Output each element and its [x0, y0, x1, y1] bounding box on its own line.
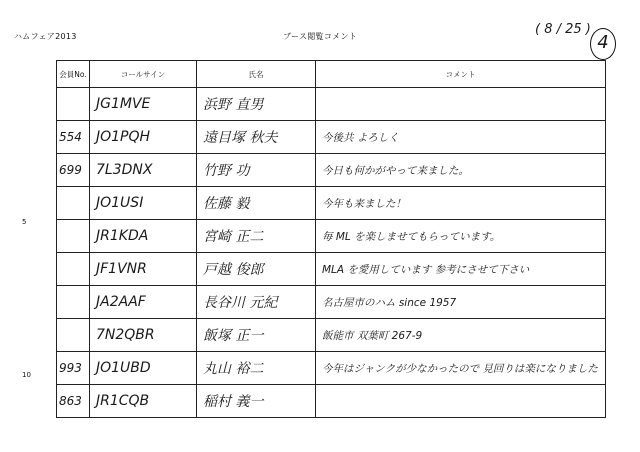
sheet-title: ブース閲覧コメント: [283, 32, 358, 41]
callsign-cell-text: JR1KDA: [96, 228, 149, 244]
callsign-cell: [90, 286, 197, 319]
comment-cell-text: 毎 ML を楽しませてもらっています。: [322, 230, 501, 243]
name-cell: [197, 352, 316, 385]
table-row: [57, 154, 606, 187]
callsign-cell: [90, 154, 197, 187]
name-cell: [197, 187, 316, 220]
name-cell-text: 竹野 功: [203, 163, 250, 179]
comment-cell-text: 今年はジャンクが少なかったので 見回りは楽になりました: [322, 362, 598, 375]
name-cell-text: 長谷川 元紀: [203, 295, 278, 311]
comment-cell: [316, 286, 606, 319]
callsign-cell: [90, 253, 197, 286]
comment-cell-text: 今後共 よろしく: [322, 131, 399, 144]
comment-cell: [316, 88, 606, 121]
member-no-cell-text: 699: [59, 163, 82, 177]
column-header-callsign: コールサイン: [90, 61, 197, 88]
name-cell-text: 稲村 義一: [203, 394, 264, 410]
name-cell: [197, 286, 316, 319]
name-cell: [197, 319, 316, 352]
member-no-cell-text: 554: [59, 130, 82, 144]
page-mark: ( 8 / 25 ): [535, 22, 591, 37]
name-cell-text: 遠目塚 秋夫: [203, 130, 278, 146]
comment-cell: [316, 385, 606, 418]
name-cell-text: 丸山 裕二: [203, 361, 264, 377]
member-no-cell: [57, 286, 90, 319]
member-no-cell: [57, 121, 90, 154]
callsign-cell: [90, 352, 197, 385]
member-no-cell: [57, 352, 90, 385]
member-no-cell: [57, 154, 90, 187]
member-no-cell: [57, 220, 90, 253]
header-row: [57, 61, 606, 88]
comment-cell-text: 飯能市 双葉町 267-9: [322, 329, 423, 342]
member-no-cell: [57, 319, 90, 352]
comment-cell-text: 今日も何かがやって来ました。: [322, 164, 469, 177]
name-cell: [197, 154, 316, 187]
comment-table: [56, 60, 606, 418]
table-row: [57, 187, 606, 220]
side-number-5: 5: [22, 218, 27, 226]
name-cell-text: 宮崎 正二: [203, 229, 264, 245]
callsign-cell: [90, 121, 197, 154]
callsign-cell-text: JO1UBD: [96, 360, 151, 376]
name-cell-text: 佐藤 毅: [203, 196, 250, 212]
table-row: [57, 88, 606, 121]
table-row: [57, 286, 606, 319]
comment-cell: [316, 352, 606, 385]
member-no-cell-text: 993: [59, 361, 82, 375]
member-no-cell: [57, 88, 90, 121]
table-row: [57, 352, 606, 385]
event-title: ハムフェア2013: [14, 32, 77, 41]
callsign-cell-text: JO1PQH: [96, 129, 151, 145]
callsign-cell: [90, 88, 197, 121]
column-header-member-no: 会員No.: [57, 61, 90, 88]
callsign-cell-text: JO1USI: [96, 195, 144, 211]
comment-cell: [316, 187, 606, 220]
callsign-cell-text: JF1VNR: [96, 261, 147, 277]
table-row: [57, 253, 606, 286]
name-cell-text: 浜野 直男: [203, 97, 264, 113]
comment-cell: [316, 220, 606, 253]
table-row: [57, 121, 606, 154]
name-cell: [197, 385, 316, 418]
circle-mark: 4: [590, 28, 616, 60]
name-cell: [197, 253, 316, 286]
comment-cell: [316, 253, 606, 286]
table-row: [57, 319, 606, 352]
callsign-cell: [90, 220, 197, 253]
comment-cell: [316, 319, 606, 352]
comment-cell: [316, 154, 606, 187]
name-cell: [197, 88, 316, 121]
callsign-cell: [90, 385, 197, 418]
column-header-name: 氏名: [197, 61, 316, 88]
member-no-cell-text: 863: [59, 394, 82, 408]
table-row: [57, 220, 606, 253]
callsign-cell: [90, 187, 197, 220]
member-no-cell: [57, 187, 90, 220]
comment-cell-text: 今年も来ました！: [322, 197, 406, 210]
member-no-cell: [57, 385, 90, 418]
comment-cell-text: MLA を愛用しています 参考にさせて下さい: [322, 263, 530, 276]
callsign-cell-text: JA2AAF: [96, 294, 146, 310]
side-number-10: 10: [22, 371, 31, 379]
callsign-cell-text: JR1CQB: [96, 393, 150, 409]
callsign-cell-text: 7N2QBR: [96, 327, 155, 343]
callsign-cell-text: JG1MVE: [96, 96, 151, 112]
member-no-cell: [57, 253, 90, 286]
comment-cell: [316, 121, 606, 154]
name-cell: [197, 220, 316, 253]
callsign-cell-text: 7L3DNX: [96, 162, 153, 178]
callsign-cell: [90, 319, 197, 352]
comment-cell-text: 名古屋市のハム since 1957: [322, 296, 457, 309]
name-cell-text: 飯塚 正一: [203, 328, 264, 344]
column-header-comment: コメント: [316, 61, 606, 88]
table-row: [57, 385, 606, 418]
name-cell-text: 戸越 俊郎: [203, 262, 264, 278]
name-cell: [197, 121, 316, 154]
